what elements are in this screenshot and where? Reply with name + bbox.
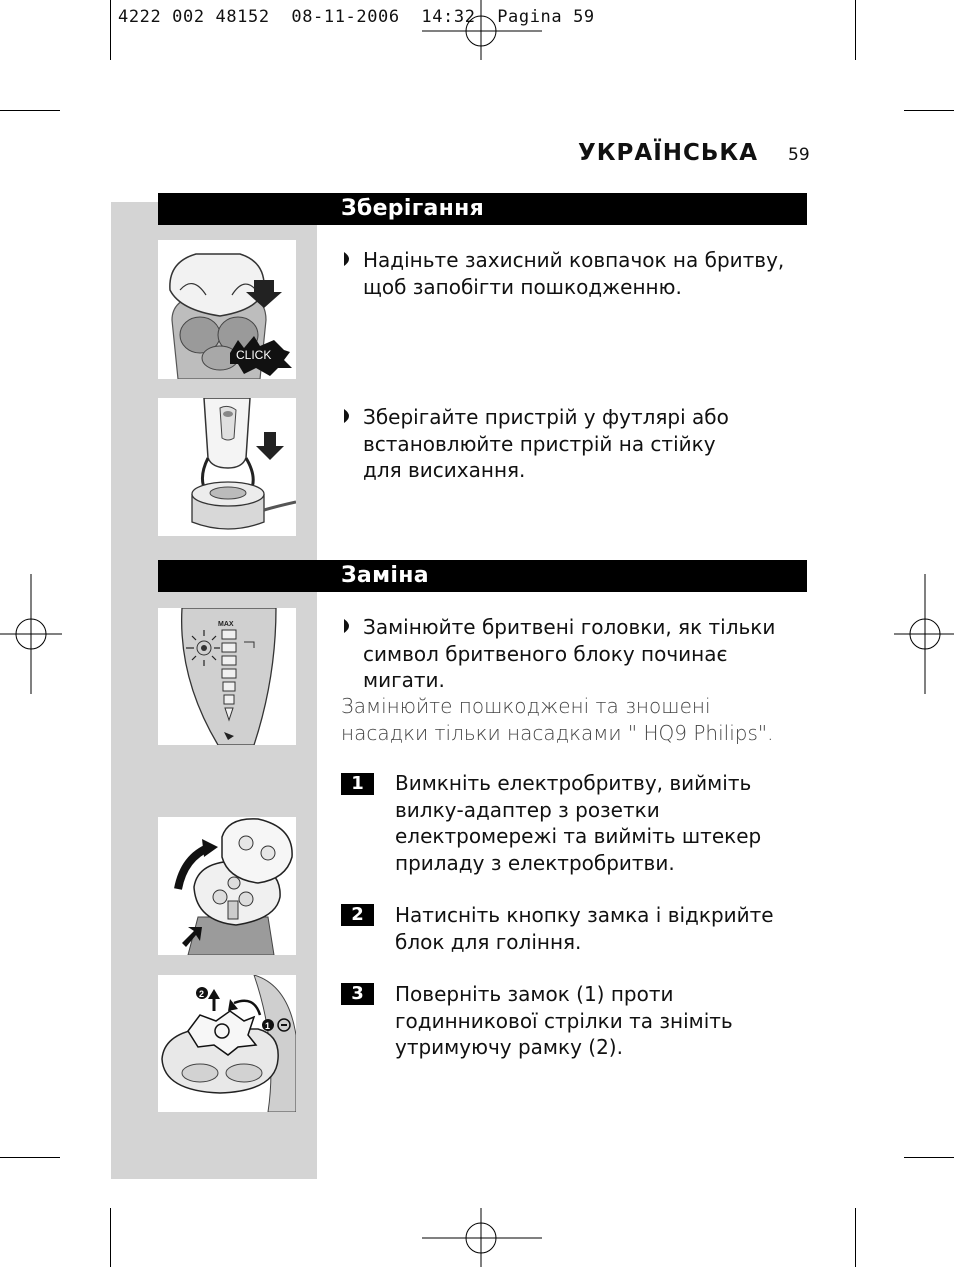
- figure-open-shaving-unit: [158, 817, 296, 955]
- print-header: 4222 002 48152 08-11-2006 14:32 Pagina 59: [118, 7, 595, 27]
- replacement-instruction: Замінюйте бритвені головки, як тільки символ бритвеного блоку починає мигати.: [363, 615, 776, 692]
- svg-text:1: 1: [265, 1021, 271, 1031]
- storage-instruction-stand: Зберігайте пристрій у футлярі або встановлюйте пристрій на стійку для висихання.: [363, 405, 729, 482]
- step-text: Вимкніть електробритву, вийміть вилку-адаптер з розетки електромережі та вийміть штекер приладу з електробритви.: [395, 771, 762, 875]
- bullet-icon: [342, 619, 356, 633]
- svg-text:2: 2: [199, 989, 205, 999]
- section-bar-replacement: [158, 560, 807, 592]
- max-label: MAX: [218, 621, 234, 628]
- registration-mark-bottom: [420, 1206, 544, 1267]
- figure-shaver-display: [158, 608, 296, 745]
- storage-instruction-cap: Надіньте захисний ковпачок на бритву, щоб запобігти пошкодженню.: [363, 248, 785, 299]
- figure-protective-cap: [158, 240, 296, 379]
- section-bar-storage: [158, 193, 807, 225]
- step-number: 1: [341, 773, 374, 795]
- step-number: 2: [341, 904, 374, 926]
- registration-mark-right: [892, 572, 954, 696]
- click-label: CLICK: [236, 348, 272, 362]
- bullet-icon: [342, 252, 356, 266]
- section-title-storage: Зберігання: [341, 196, 485, 221]
- page-number: 59: [788, 145, 810, 165]
- registration-mark-left: [0, 572, 64, 696]
- step-number: 3: [341, 983, 374, 1005]
- language-heading: УКРАЇНСЬКА: [578, 140, 759, 166]
- figure-retaining-frame: [158, 975, 296, 1112]
- section-title-replacement: Заміна: [341, 563, 429, 588]
- figure-drying-stand: [158, 398, 296, 536]
- replacement-note: Замінюйте пошкоджені та зношені насадки тільки насадками " HQ9 Philips".: [341, 694, 774, 745]
- step-text: Натисніть кнопку замка і відкрийте блок для гоління.: [395, 903, 774, 954]
- registration-mark-top: [420, 0, 544, 62]
- step-text: Поверніть замок (1) проти годинникової стрілки та зніміть утримуючу рамку (2).: [395, 982, 733, 1059]
- bullet-icon: [342, 409, 356, 423]
